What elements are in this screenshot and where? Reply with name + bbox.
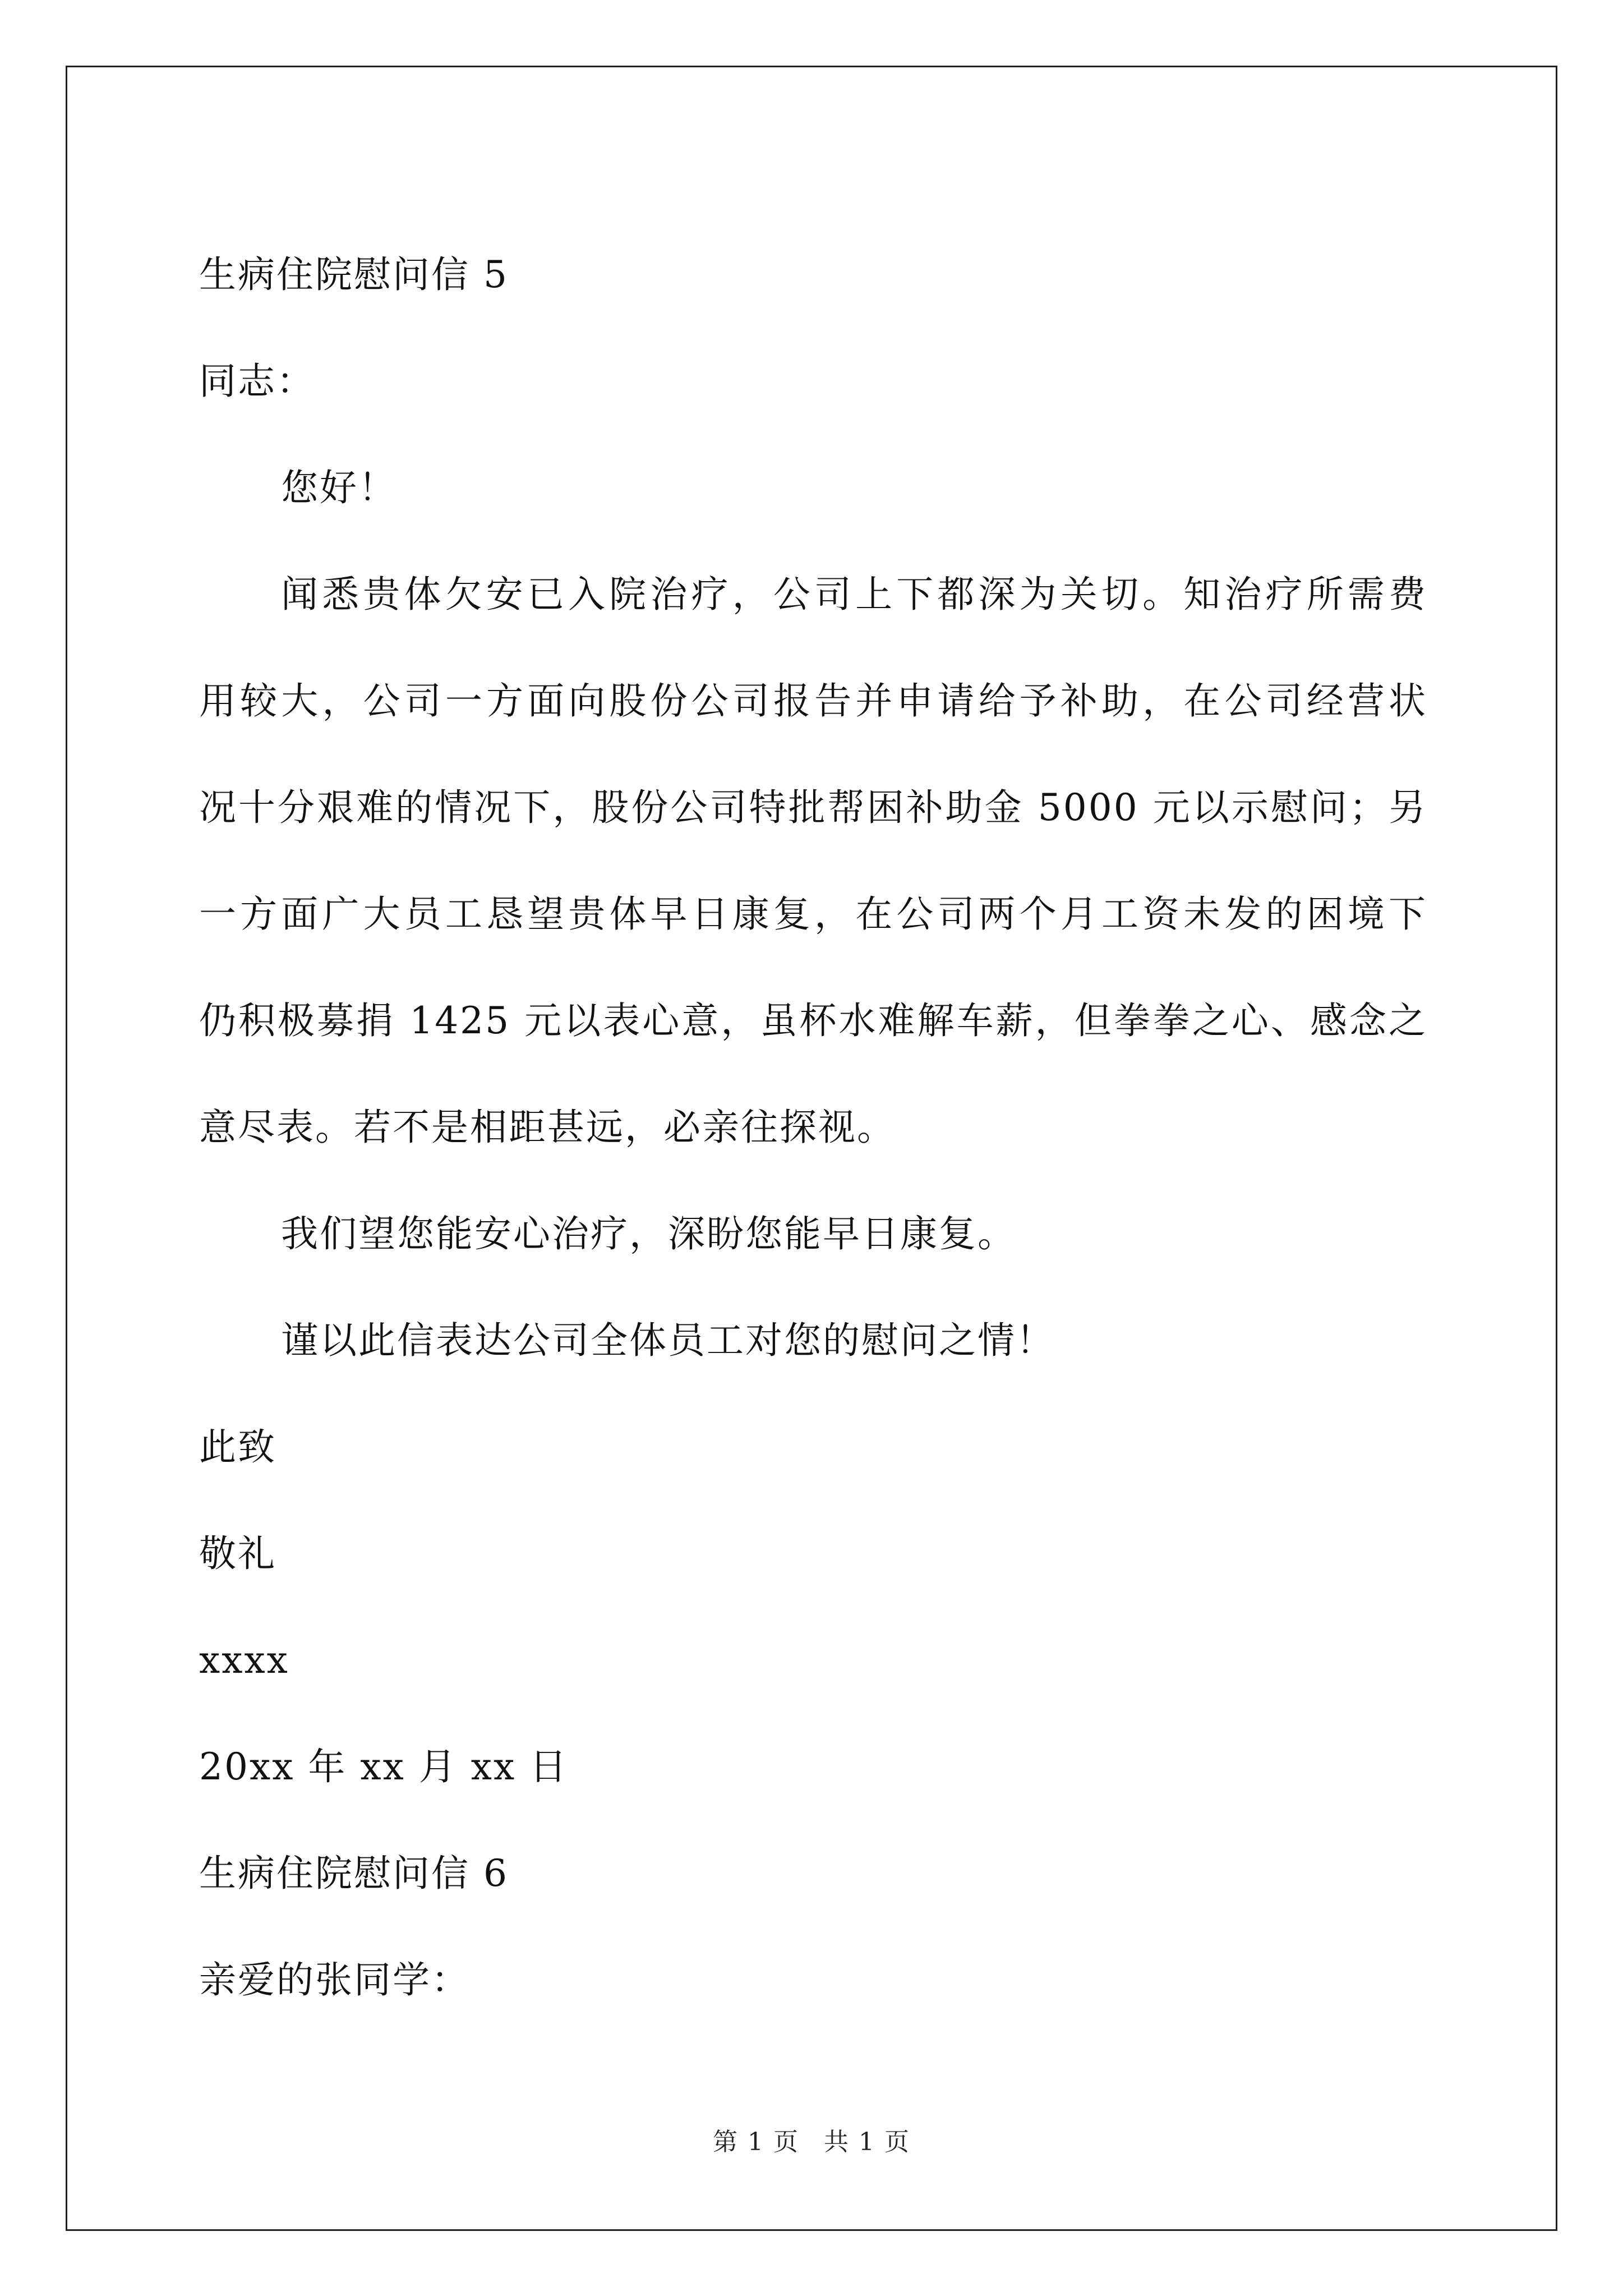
page-footer (0, 2122, 1623, 2157)
page-total: 共 1 页 (824, 2128, 910, 2156)
letter5-body-line: 意尽表。若不是相距甚远，必亲往探视。 (199, 1106, 896, 1149)
letter5-title: 生病住院慰问信 5 (199, 253, 509, 296)
letter6-title: 生病住院慰问信 6 (199, 1852, 509, 1895)
page-number: 第 1 页 (713, 2128, 799, 2156)
letter5-closing-jing-li: 敬礼 (199, 1532, 276, 1575)
letter5-body-line: 一方面广大员工恳望贵体早日康复，在公司两个月工资未发的困境下 (199, 892, 1427, 936)
letter6-salutation: 亲爱的张同学： (199, 1958, 470, 2001)
letter5-body-line: 仍积极募捐 1425 元以表心意，虽杯水难解车薪，但拳拳之心、感念之 (199, 999, 1427, 1042)
letter5-body-line: 闻悉贵体欠安已入院治疗，公司上下都深为关切。知治疗所需费 (281, 573, 1427, 616)
letter5-body-line: 况十分艰难的情况下，股份公司特批帮困补助金 5000 元以示慰问；另 (199, 786, 1427, 829)
letter5-salutation: 同志： (199, 360, 315, 403)
letter5-closing-sentence: 谨以此信表达公司全体员工对您的慰问之情！ (281, 1319, 1055, 1362)
letter5-greeting: 您好！ (281, 466, 397, 509)
letter5-closing-ci-zhi: 此致 (199, 1425, 276, 1469)
letter5-signature: xxxx (199, 1639, 289, 1682)
letter5-body-line: 用较大，公司一方面向股份公司报告并申请给予补助，在公司经营状 (199, 679, 1427, 723)
letter5-wish: 我们望您能安心治疗，深盼您能早日康复。 (281, 1212, 1016, 1255)
letter-content (199, 222, 1427, 2033)
letter5-date: 20xx 年 xx 月 xx 日 (199, 1745, 569, 1788)
